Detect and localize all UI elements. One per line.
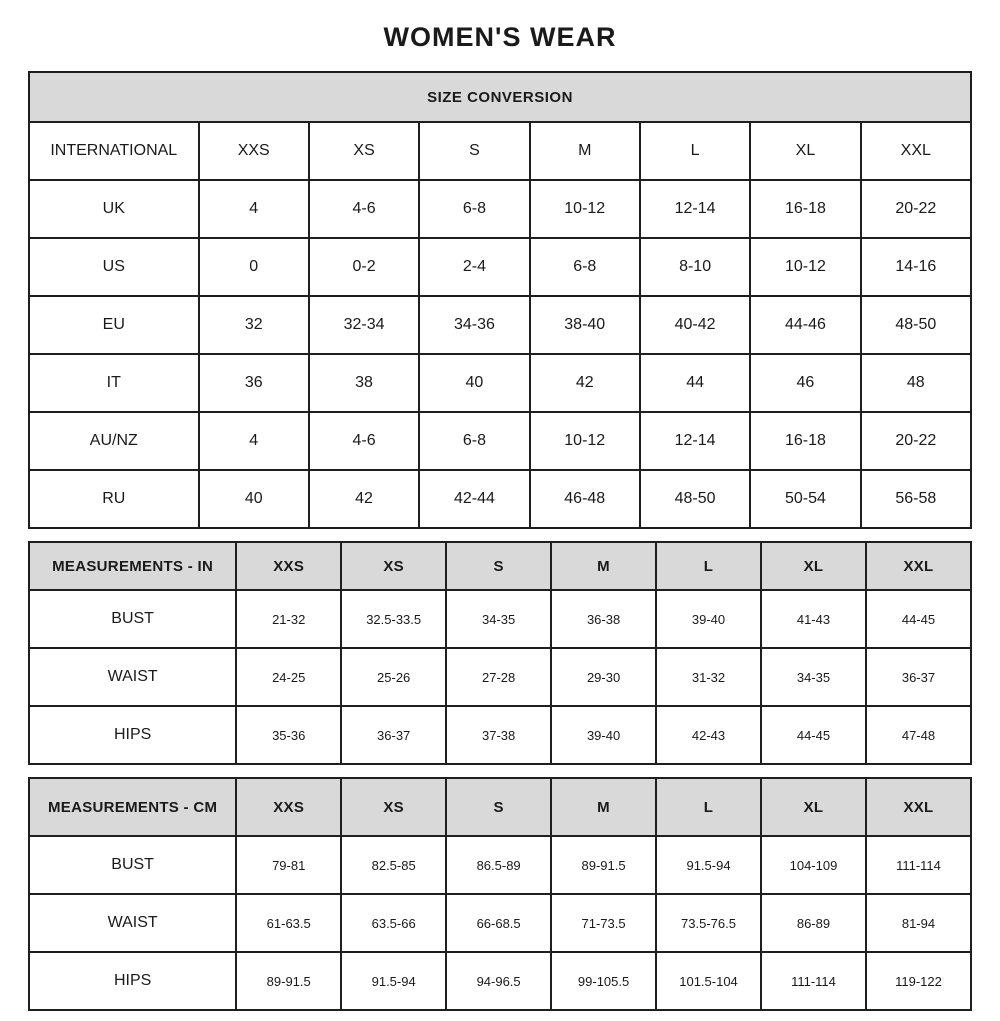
table-row bbox=[29, 180, 971, 238]
row-label: WAIST bbox=[29, 894, 236, 952]
value-cell: 34-36 bbox=[419, 296, 529, 354]
measurements-in-title: MEASUREMENTS - IN bbox=[29, 542, 236, 590]
table-row bbox=[29, 590, 971, 648]
value-cell: 42-44 bbox=[419, 470, 529, 528]
value-cell: 29-30 bbox=[551, 648, 656, 706]
value-cell: 46-48 bbox=[530, 470, 640, 528]
column-header: XXS bbox=[199, 122, 309, 180]
table-row bbox=[29, 354, 971, 412]
table-row bbox=[29, 470, 971, 528]
page-title: WOMEN'S WEAR bbox=[383, 22, 617, 52]
value-cell: 12-14 bbox=[640, 412, 750, 470]
value-cell: 34-35 bbox=[761, 648, 866, 706]
column-header: XS bbox=[341, 542, 446, 590]
value-cell: 99-105.5 bbox=[551, 952, 656, 1010]
value-cell: 27-28 bbox=[446, 648, 551, 706]
value-cell: 46 bbox=[750, 354, 860, 412]
column-header: M bbox=[530, 122, 640, 180]
size-conversion-title: SIZE CONVERSION bbox=[29, 72, 971, 122]
value-cell: 48 bbox=[861, 354, 971, 412]
value-cell: 42 bbox=[309, 470, 419, 528]
value-cell: 111-114 bbox=[866, 836, 971, 894]
value-cell: 4 bbox=[199, 412, 309, 470]
value-cell: 47-48 bbox=[866, 706, 971, 764]
row-label: HIPS bbox=[29, 952, 236, 1010]
value-cell: 63.5-66 bbox=[341, 894, 446, 952]
column-header: XS bbox=[309, 122, 419, 180]
value-cell: 38-40 bbox=[530, 296, 640, 354]
column-header: L bbox=[656, 778, 761, 836]
value-cell: 40 bbox=[419, 354, 529, 412]
value-cell: 89-91.5 bbox=[551, 836, 656, 894]
column-header: S bbox=[419, 122, 529, 180]
value-cell: 61-63.5 bbox=[236, 894, 341, 952]
value-cell: 94-96.5 bbox=[446, 952, 551, 1010]
value-cell: 91.5-94 bbox=[341, 952, 446, 1010]
measurements-cm-table bbox=[28, 777, 972, 1011]
value-cell: 6-8 bbox=[530, 238, 640, 296]
value-cell: 4-6 bbox=[309, 412, 419, 470]
value-cell: 0-2 bbox=[309, 238, 419, 296]
table-row bbox=[29, 296, 971, 354]
value-cell: 24-25 bbox=[236, 648, 341, 706]
column-header: XS bbox=[341, 778, 446, 836]
row-label: AU/NZ bbox=[29, 412, 199, 470]
value-cell: 40 bbox=[199, 470, 309, 528]
value-cell: 86.5-89 bbox=[446, 836, 551, 894]
value-cell: 39-40 bbox=[551, 706, 656, 764]
value-cell: 73.5-76.5 bbox=[656, 894, 761, 952]
value-cell: 44-45 bbox=[761, 706, 866, 764]
value-cell: 42 bbox=[530, 354, 640, 412]
table-row bbox=[29, 542, 971, 590]
value-cell: 14-16 bbox=[861, 238, 971, 296]
column-header: XXS bbox=[236, 778, 341, 836]
column-header: M bbox=[551, 778, 656, 836]
row-label: US bbox=[29, 238, 199, 296]
value-cell: 48-50 bbox=[640, 470, 750, 528]
value-cell: 8-10 bbox=[640, 238, 750, 296]
column-header: XL bbox=[761, 542, 866, 590]
value-cell: 10-12 bbox=[530, 180, 640, 238]
size-conversion-table bbox=[28, 71, 972, 529]
row-label: UK bbox=[29, 180, 199, 238]
value-cell: 36-37 bbox=[866, 648, 971, 706]
value-cell: 6-8 bbox=[419, 180, 529, 238]
value-cell: 38 bbox=[309, 354, 419, 412]
column-header: L bbox=[640, 122, 750, 180]
table-row bbox=[29, 952, 971, 1010]
value-cell: 25-26 bbox=[341, 648, 446, 706]
value-cell: 81-94 bbox=[866, 894, 971, 952]
value-cell: 32-34 bbox=[309, 296, 419, 354]
row-label: WAIST bbox=[29, 648, 236, 706]
measurements-in-table bbox=[28, 541, 972, 765]
row-label: BUST bbox=[29, 836, 236, 894]
value-cell: 36-38 bbox=[551, 590, 656, 648]
column-header: XXL bbox=[861, 122, 971, 180]
value-cell: 56-58 bbox=[861, 470, 971, 528]
column-header: XXL bbox=[866, 778, 971, 836]
column-header: XL bbox=[761, 778, 866, 836]
row-label: RU bbox=[29, 470, 199, 528]
value-cell: 101.5-104 bbox=[656, 952, 761, 1010]
value-cell: 91.5-94 bbox=[656, 836, 761, 894]
value-cell: 44-45 bbox=[866, 590, 971, 648]
column-header: XL bbox=[750, 122, 860, 180]
value-cell: 10-12 bbox=[750, 238, 860, 296]
value-cell: 71-73.5 bbox=[551, 894, 656, 952]
table-row bbox=[29, 894, 971, 952]
value-cell: 10-12 bbox=[530, 412, 640, 470]
value-cell: 86-89 bbox=[761, 894, 866, 952]
value-cell: 6-8 bbox=[419, 412, 529, 470]
measurements-cm-title: MEASUREMENTS - CM bbox=[29, 778, 236, 836]
value-cell: 50-54 bbox=[750, 470, 860, 528]
column-header: M bbox=[551, 542, 656, 590]
value-cell: 36-37 bbox=[341, 706, 446, 764]
table-row bbox=[29, 778, 971, 836]
value-cell: 40-42 bbox=[640, 296, 750, 354]
table-row bbox=[29, 412, 971, 470]
value-cell: 31-32 bbox=[656, 648, 761, 706]
table-row bbox=[29, 72, 971, 122]
value-cell: 104-109 bbox=[761, 836, 866, 894]
row-label: HIPS bbox=[29, 706, 236, 764]
column-header: INTERNATIONAL bbox=[29, 122, 199, 180]
value-cell: 21-32 bbox=[236, 590, 341, 648]
table-row bbox=[29, 706, 971, 764]
value-cell: 111-114 bbox=[761, 952, 866, 1010]
row-label: EU bbox=[29, 296, 199, 354]
value-cell: 48-50 bbox=[861, 296, 971, 354]
value-cell: 12-14 bbox=[640, 180, 750, 238]
value-cell: 32 bbox=[199, 296, 309, 354]
row-label: IT bbox=[29, 354, 199, 412]
column-header: S bbox=[446, 778, 551, 836]
value-cell: 82.5-85 bbox=[341, 836, 446, 894]
value-cell: 41-43 bbox=[761, 590, 866, 648]
value-cell: 42-43 bbox=[656, 706, 761, 764]
value-cell: 39-40 bbox=[656, 590, 761, 648]
value-cell: 4 bbox=[199, 180, 309, 238]
table-row bbox=[29, 648, 971, 706]
table-row bbox=[29, 238, 971, 296]
value-cell: 4-6 bbox=[309, 180, 419, 238]
value-cell: 37-38 bbox=[446, 706, 551, 764]
table-row bbox=[29, 122, 971, 180]
value-cell: 16-18 bbox=[750, 180, 860, 238]
value-cell: 2-4 bbox=[419, 238, 529, 296]
value-cell: 89-91.5 bbox=[236, 952, 341, 1010]
table-row bbox=[29, 836, 971, 894]
value-cell: 44-46 bbox=[750, 296, 860, 354]
column-header: XXL bbox=[866, 542, 971, 590]
value-cell: 0 bbox=[199, 238, 309, 296]
row-label: BUST bbox=[29, 590, 236, 648]
value-cell: 36 bbox=[199, 354, 309, 412]
value-cell: 20-22 bbox=[861, 412, 971, 470]
value-cell: 119-122 bbox=[866, 952, 971, 1010]
value-cell: 32.5-33.5 bbox=[341, 590, 446, 648]
column-header: S bbox=[446, 542, 551, 590]
value-cell: 34-35 bbox=[446, 590, 551, 648]
value-cell: 79-81 bbox=[236, 836, 341, 894]
value-cell: 44 bbox=[640, 354, 750, 412]
column-header: XXS bbox=[236, 542, 341, 590]
value-cell: 16-18 bbox=[750, 412, 860, 470]
column-header: L bbox=[656, 542, 761, 590]
value-cell: 66-68.5 bbox=[446, 894, 551, 952]
value-cell: 35-36 bbox=[236, 706, 341, 764]
value-cell: 20-22 bbox=[861, 180, 971, 238]
